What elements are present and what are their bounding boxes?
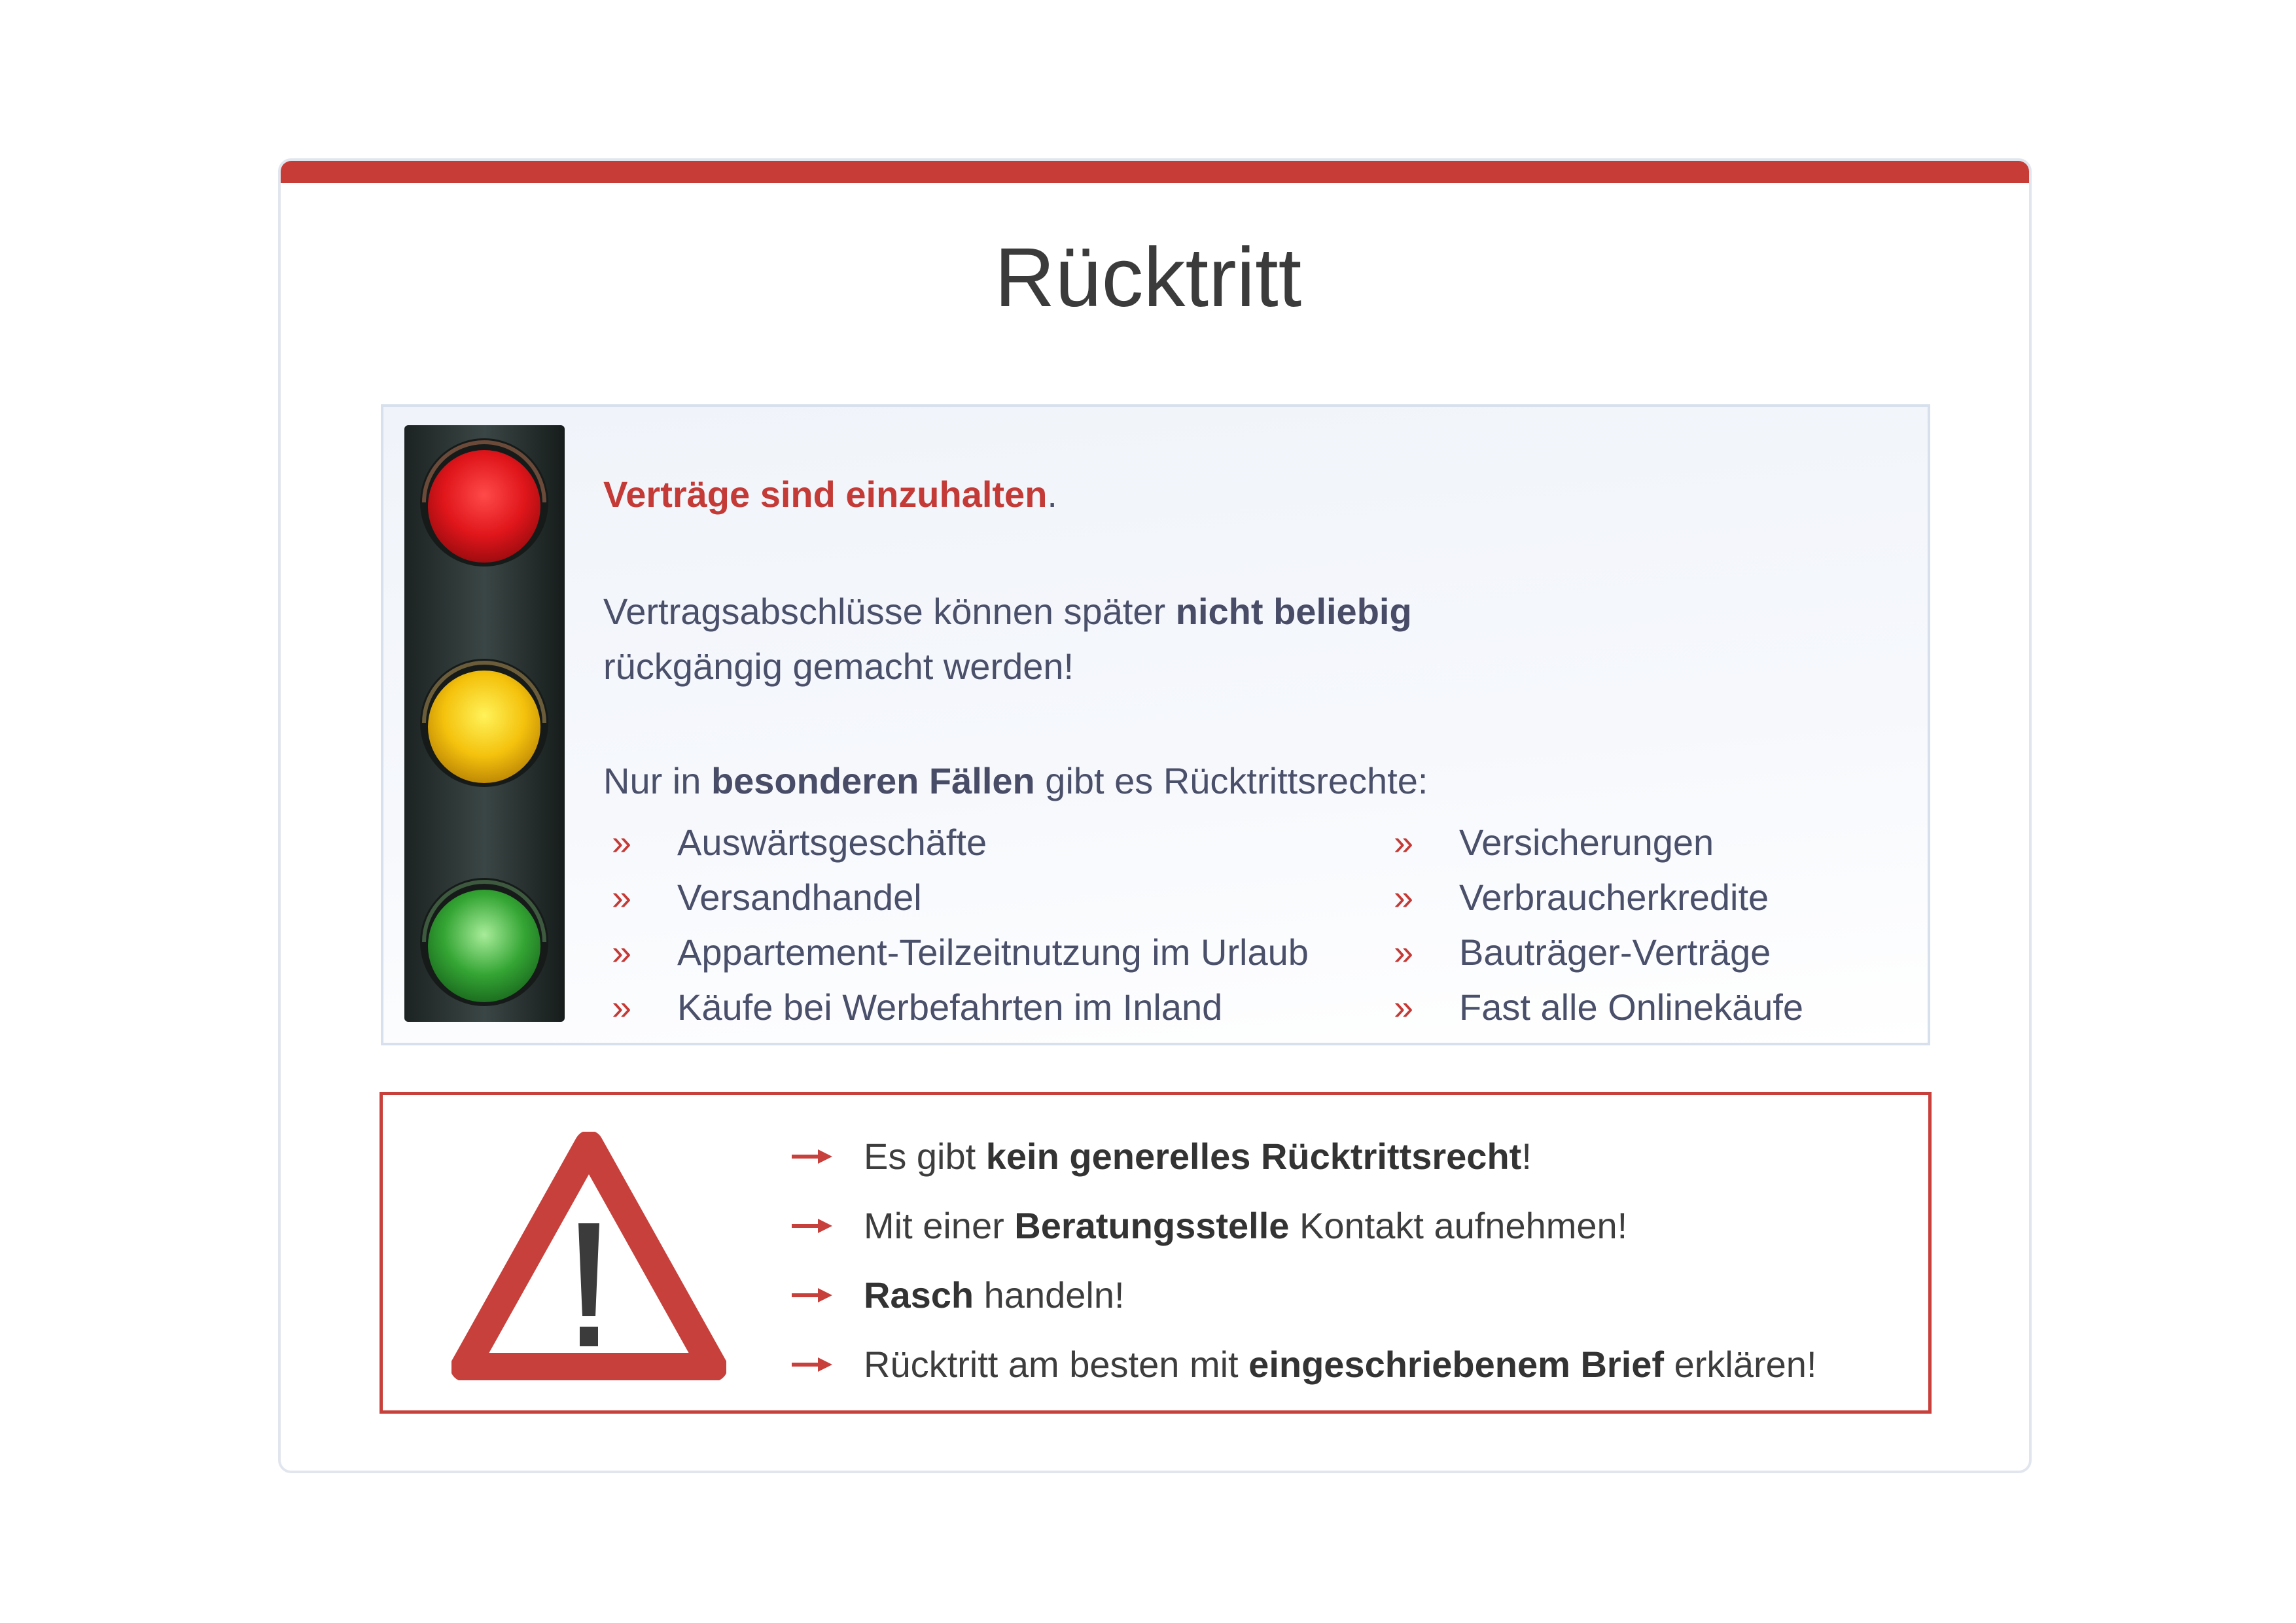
card-accent-bar [281, 161, 2029, 183]
page-title: Rücktritt [994, 231, 1302, 324]
arrow-right-icon [792, 1355, 832, 1374]
info-heading [603, 467, 1057, 522]
info-heading-tail: . [1047, 474, 1057, 515]
bullet-icon: » [1394, 933, 1414, 972]
bullet-icon: » [1394, 823, 1414, 862]
info-paragraph-2 [603, 754, 1428, 809]
page: Rücktritt Verträge sind einzuhalten. Vertragsabschlüsse können später nicht beliebig rückgängig gemacht werden! Nur in besonderen Fällen gibt es Rücktrittsrechte: » Auswärtsgeschäfte » Versandhandel » Appartement-Teilzeitnutzung im Urlaub » Käufe bei Werbefahrten im Inland » Versicherungen » Verbraucherkredite » Bauträger-Verträge » Fast alle Onlinekäufe Es gibt kein generelles Rücktrittsrecht! Mit einer Beratungsstelle Kontakt aufnehmen! Rasch handeln! Rücktritt am besten mit eingeschriebenem Brief erklären! [0, 0, 2296, 1623]
info-paragraph-2-bold: besonderen Fällen [711, 760, 1035, 801]
bullet-icon: » [612, 878, 632, 917]
info-paragraph-1 [603, 584, 1412, 694]
info-paragraph-1-line2: rückgängig gemacht werden! [603, 646, 1074, 687]
bullet-icon: » [612, 988, 632, 1027]
bullet-icon: » [1394, 878, 1414, 917]
info-paragraph-1-line1: Vertragsabschlüsse können später [603, 591, 1176, 632]
arrow-right-icon [792, 1285, 832, 1305]
info-paragraph-2-post: gibt es Rücktrittsrechte: [1034, 760, 1428, 801]
arrow-right-icon [792, 1147, 832, 1166]
bullet-icon: » [612, 823, 632, 862]
bullet-icon: » [612, 933, 632, 972]
info-paragraph-1-bold: nicht beliebig [1175, 591, 1412, 632]
warning-triangle-icon [451, 1132, 726, 1380]
traffic-light-icon [404, 425, 565, 1022]
info-heading-bold: Verträge sind einzuhalten [603, 474, 1048, 515]
info-paragraph-2-pre: Nur in [603, 760, 711, 801]
arrow-right-icon [792, 1216, 832, 1236]
bullet-icon: » [1394, 988, 1414, 1027]
